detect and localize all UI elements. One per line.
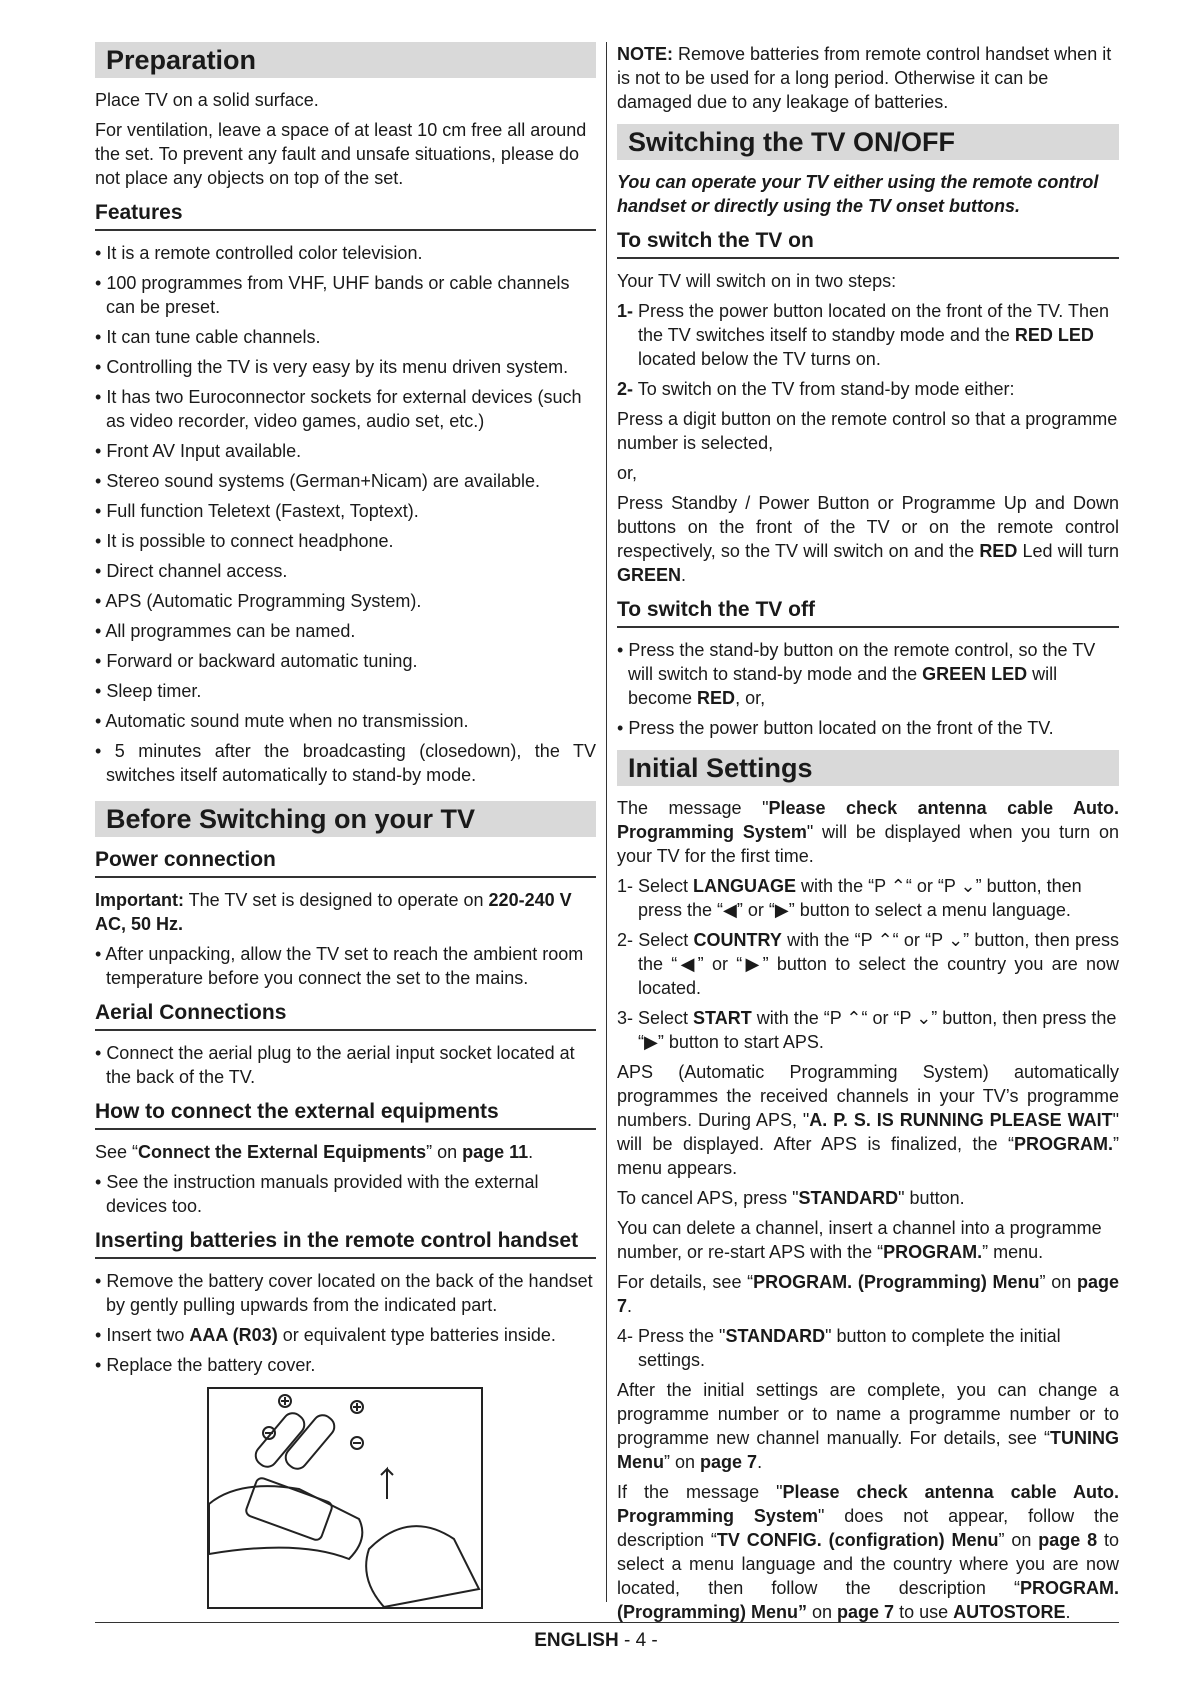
- batteries-list: [95, 1269, 596, 1377]
- battery-insertion-illustration: [207, 1387, 483, 1609]
- text: Insert two: [106, 1325, 190, 1345]
- menu-reference: TUNING Menu: [617, 1428, 1119, 1472]
- text: If the message ": [617, 1482, 783, 1502]
- text: to select a menu language and the country where you are now located, then follow the description “: [617, 1530, 1119, 1598]
- text: 2- Select: [617, 930, 694, 950]
- list-item: • After unpacking, allow the TV set to reach the ambient room temperature before you connect the set to the mains.: [95, 942, 596, 990]
- switch-off-list: [617, 638, 1119, 740]
- list-item: • It has two Euroconnector sockets for external devices (such as video recorder, video games, audio set, etc.): [95, 385, 596, 433]
- list-item: • APS (Automatic Programming System).: [95, 589, 596, 613]
- text: " will be displayed. After APS is finalized, the “: [617, 1110, 1119, 1154]
- list-item: • Controlling the TV is very easy by its menu driven system.: [95, 355, 596, 379]
- see-reference: [95, 1140, 596, 1164]
- menu-reference: PROGRAM. (Programming) Menu: [753, 1272, 1040, 1292]
- battery-2: [282, 1411, 339, 1473]
- section-title-switching: Switching the TV ON/OFF: [617, 124, 1119, 160]
- cancel-paragraph: [617, 1186, 1119, 1210]
- text: Led will turn: [1017, 541, 1119, 561]
- menu-reference: PROGRAM. (Programming) Menu”: [617, 1578, 1119, 1622]
- list-item: • Sleep timer.: [95, 679, 596, 703]
- red-label: RED: [979, 541, 1018, 561]
- footer-language: ENGLISH: [534, 1630, 619, 1651]
- list-item: • Remove the battery cover located on the back of the handset by gently pulling upwards from the indicated part.: [95, 1269, 596, 1317]
- green-label: GREEN: [617, 565, 682, 585]
- text: ” on: [998, 1530, 1039, 1550]
- initial-step-1: [617, 874, 1119, 922]
- text: .: [1065, 1602, 1071, 1622]
- list-item: • Direct channel access.: [95, 559, 596, 583]
- green-led-label: GREEN LED: [922, 664, 1028, 684]
- standard-label: STANDARD: [725, 1326, 826, 1346]
- text: Press the power button located on the front of the TV. Then the TV switches itself to standby mode and the: [633, 301, 1109, 345]
- text: ” menu appears.: [617, 1134, 1119, 1178]
- page-reference: page 7: [617, 1272, 1119, 1316]
- battery-cover-shape: [366, 1526, 479, 1607]
- page-reference: page 11: [462, 1142, 529, 1162]
- text: You can delete a channel, insert a channel into a programme number, or re-start APS with the “: [617, 1218, 1102, 1262]
- step-2: [617, 377, 1119, 401]
- text: .: [528, 1142, 534, 1162]
- autostore-label: AUTOSTORE: [953, 1602, 1066, 1622]
- section-title-before-switching: Before Switching on your TV: [95, 801, 596, 837]
- list-item: • Full function Teletext (Fastext, Toptext).: [95, 499, 596, 523]
- text: 1- Select: [617, 876, 694, 896]
- footer-page-number: - 4 -: [618, 1630, 658, 1651]
- list-item: • It is possible to connect headphone.: [95, 529, 596, 553]
- subsection-title-external: How to connect the external equipments: [95, 1099, 596, 1130]
- text: See “: [95, 1142, 139, 1162]
- section-title-initial-settings: Initial Settings: [617, 750, 1119, 786]
- list-item: • All programmes can be named.: [95, 619, 596, 643]
- country-label: COUNTRY: [693, 930, 782, 950]
- step-number: 1-: [617, 301, 634, 321]
- subsection-title-power: Power connection: [95, 847, 596, 878]
- text: APS (Automatic Programming System) automatically programmes the received channels in your TV’s programme numbers. During APS, ": [617, 1062, 1119, 1130]
- subsection-title-features: Features: [95, 200, 596, 231]
- list-item: • Forward or backward automatic tuning.: [95, 649, 596, 673]
- aps-message: A. P. S. IS RUNNING PLEASE WAIT: [809, 1110, 1113, 1130]
- features-list: [95, 241, 596, 787]
- text: with the “P ⌃“ or “P ⌄” button, then press the “◀” or “▶” button to select the country you are now located.: [638, 930, 1119, 998]
- text: 4- Press the ": [617, 1326, 726, 1346]
- page-footer: [0, 1630, 1192, 1652]
- list-item: • Front AV Input available.: [95, 439, 596, 463]
- important-label: Important:: [95, 890, 184, 910]
- text: .: [681, 565, 687, 585]
- list-item: • Automatic sound mute when no transmission.: [95, 709, 596, 733]
- power-list: [95, 942, 596, 990]
- battery-1: [252, 1409, 309, 1471]
- battery-type: AAA (R03): [189, 1325, 278, 1345]
- step-1: [617, 299, 1119, 371]
- text: will become: [628, 664, 1058, 708]
- text: with the “P ⌃“ or “P ⌄” button, then press the “◀” or “▶” button to select a menu language.: [638, 876, 1082, 920]
- step-number: 2-: [617, 379, 634, 399]
- text: , or,: [735, 688, 766, 708]
- if-paragraph: [617, 1480, 1119, 1624]
- note-label: NOTE:: [617, 44, 673, 64]
- remote-battery-drawing: [209, 1389, 481, 1607]
- aps-paragraph: [617, 1060, 1119, 1180]
- paragraph: For ventilation, leave a space of at least 10 cm free all around the set. To prevent any fault and unsafe situations, please do not place any objects on top of the set.: [95, 120, 587, 188]
- voltage-value: 220-240 V AC, 50 Hz.: [95, 890, 572, 934]
- external-list: [95, 1170, 596, 1218]
- text: ” on: [426, 1142, 463, 1162]
- page-reference: page 7: [700, 1452, 758, 1472]
- reference-title: Connect the External Equipments: [138, 1142, 427, 1162]
- right-column: [617, 42, 1119, 1630]
- details-paragraph: [617, 1270, 1119, 1318]
- page-reference: page 8: [1038, 1530, 1098, 1550]
- message-paragraph: [617, 796, 1119, 868]
- text: After the initial settings are complete, you can change a programme number or to name a programme number or to programme new channel manually. For details, see “: [617, 1380, 1119, 1448]
- text: For details, see “: [617, 1272, 754, 1292]
- subsection-title-switch-off: To switch the TV off: [617, 597, 1119, 628]
- switching-intro: You can operate your TV either using the remote control handset or directly using the TV onset buttons.: [617, 172, 1099, 216]
- column-divider: [606, 42, 607, 1602]
- arrow-up-icon: [381, 1469, 393, 1499]
- list-item: • 100 programmes from VHF, UHF bands or cable channels can be preset.: [95, 271, 596, 319]
- subsection-title-switch-on: To switch the TV on: [617, 228, 1119, 259]
- text: ” on: [1039, 1272, 1077, 1292]
- note-paragraph: [617, 42, 1119, 114]
- list-item: • Connect the aerial plug to the aerial input socket located at the back of the TV.: [95, 1041, 596, 1089]
- subsection-title-aerial: Aerial Connections: [95, 1000, 596, 1031]
- text: ” on: [664, 1452, 701, 1472]
- left-column: [95, 42, 596, 1609]
- text: ” menu.: [982, 1242, 1044, 1262]
- language-label: LANGUAGE: [693, 876, 797, 896]
- text: or equivalent type batteries inside.: [277, 1325, 556, 1345]
- list-item: • Stereo sound systems (German+Nicam) are available.: [95, 469, 596, 493]
- text: The TV set is designed to operate on: [184, 890, 489, 910]
- list-item: • It can tune cable channels.: [95, 325, 596, 349]
- initial-step-4: [617, 1324, 1119, 1372]
- important-paragraph: [95, 888, 596, 936]
- standby-paragraph: [617, 491, 1119, 587]
- page-reference: page 7: [837, 1602, 895, 1622]
- program-label: PROGRAM.: [883, 1242, 983, 1262]
- after-paragraph: [617, 1378, 1119, 1474]
- footer-rule: [95, 1622, 1119, 1623]
- text: The message ": [617, 798, 769, 818]
- text: " will be displayed when you turn on your TV for the first time.: [617, 822, 1119, 866]
- message-text: Please check antenna cable Auto. Programming System: [617, 798, 1119, 842]
- subsection-title-batteries: Inserting batteries in the remote control handset: [95, 1228, 596, 1259]
- list-item: • Replace the battery cover.: [95, 1353, 596, 1377]
- text: " button.: [898, 1188, 965, 1208]
- text: Press the stand-by button on the remote control, so the TV will switch to stand-by mode and the: [628, 640, 1096, 684]
- start-label: START: [693, 1008, 752, 1028]
- list-item: • Press the power button located on the front of the TV.: [617, 716, 1119, 740]
- text: Press Standby / Power Button or Programme Up and Down buttons on the front of the TV or on the remote control respectively, so the TV will switch on and the: [617, 493, 1119, 561]
- red-label: RED: [697, 688, 736, 708]
- text: " button to complete the initial settings.: [638, 1326, 1061, 1370]
- text: with the “P ⌃“ or “P ⌄” button, then press the “▶” button to start APS.: [638, 1008, 1117, 1052]
- text: Remove batteries from remote control handset when it is not to be used for a long period. Otherwise it can be damaged due to any leakage of batteries.: [617, 44, 1112, 112]
- paragraph: or,: [617, 463, 638, 483]
- text: To cancel APS, press ": [617, 1188, 799, 1208]
- list-item: [95, 1323, 596, 1347]
- list-item: [617, 638, 1119, 710]
- paragraph: Place TV on a solid surface.: [95, 90, 319, 110]
- initial-step-2: [617, 928, 1119, 1000]
- text: on: [807, 1602, 838, 1622]
- standard-label: STANDARD: [798, 1188, 899, 1208]
- list-item: • 5 minutes after the broadcasting (closedown), the TV switches itself automatically to stand-by mode.: [95, 739, 596, 787]
- aerial-list: [95, 1041, 596, 1089]
- red-led-label: RED LED: [1014, 325, 1094, 345]
- list-item: • It is a remote controlled color television.: [95, 241, 596, 265]
- program-label: PROGRAM.: [1014, 1134, 1113, 1154]
- text: .: [757, 1452, 763, 1472]
- text: 3- Select: [617, 1008, 694, 1028]
- list-item: • See the instruction manuals provided with the external devices too.: [95, 1170, 596, 1218]
- text: located below the TV turns on.: [638, 349, 881, 369]
- section-title-preparation: Preparation: [95, 42, 596, 78]
- text: To switch on the TV from stand-by mode either:: [633, 379, 1015, 399]
- initial-step-3: [617, 1006, 1119, 1054]
- text: " does not appear, follow the description “: [617, 1506, 1120, 1550]
- text: .: [627, 1296, 633, 1316]
- paragraph: Press a digit button on the remote control so that a programme number is selected,: [617, 409, 1118, 453]
- text: to use: [894, 1602, 954, 1622]
- menu-reference: TV CONFIG. (configration) Menu: [716, 1530, 999, 1550]
- delete-paragraph: [617, 1216, 1119, 1264]
- paragraph: Your TV will switch on in two steps:: [617, 271, 897, 291]
- remote-body-shape: [209, 1486, 362, 1559]
- message-text: Please check antenna cable Auto. Programming System: [617, 1482, 1119, 1526]
